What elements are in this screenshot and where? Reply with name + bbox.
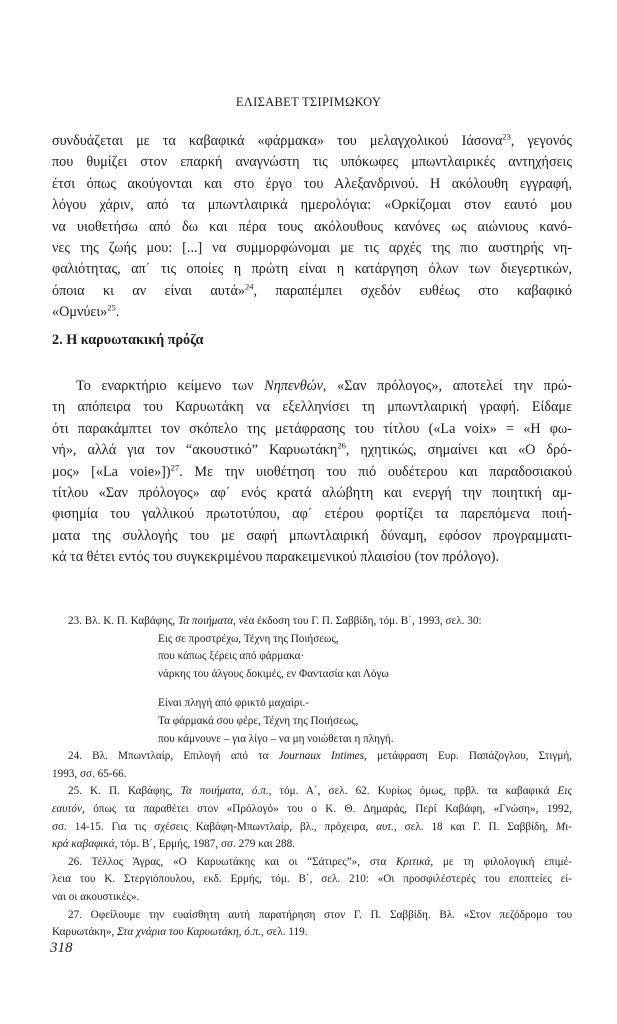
text-line: ματα της συλλογής του με σαφή μπωντλαιρική δύναμη, εφόσον προγραμματι- xyxy=(52,527,572,544)
footnotes xyxy=(52,613,572,942)
poem-line: Τα φάρμακά σου φέρε, Τέχνη της Ποιήσεως, xyxy=(158,714,359,727)
text-line: φαλιότητας, απ΄ τις οποίες η πρώτη είναι η κατάργηση όλων των διεγερτικών, xyxy=(52,261,572,278)
text-line: νες της ζωής μου: [...] να συμμορφώνομαι με τις αρχές της πιο αυστηρής νη- xyxy=(52,240,572,257)
footnote-26-cont: λεια του Κ. Στεργιόπουλου, εκδ. Ερμής, τόμ. Β΄, σελ. 210: «Οι προσφιλέστερές του εποπτείες εί- xyxy=(52,873,572,886)
running-head: ΕΛΙΣΑΒΕΤ ΤΣΙΡΙΜΩΚΟΥ xyxy=(235,95,382,109)
text-line: κά τα θέτει εντός του συγκεκριμένου παρακειμενικού πλαισίου (τον πρόλογο). xyxy=(52,549,500,566)
text-line: που θυμίζει στον επαρκή αναγνώστη τις υπόκωφες μπωντλαιρικές αντηχήσεις xyxy=(52,154,572,171)
footnote-26: 26. Τέλλος Άγρας, «Ο Καρυωτάκης και οι “Σάτιρες”», στα Κριτικά, με τη φιλολογική επιμέ- xyxy=(68,855,572,868)
text-line: έτσι όπως ακούγονται και στο έργο του Αλεξανδρινού. Η ακόλουθη εγγραφή, xyxy=(52,175,572,192)
footnote-23: 23. Βλ. Κ. Π. Καβάφης, Τα ποιήματα, νέα έκδοση του Γ. Π. Σαββίδη, τόμ. Β΄, 1993, σελ. 30: xyxy=(68,615,482,627)
poem-line: νάρκης του άλγους δοκιμές, εν Φαντασία και Λόγω xyxy=(158,667,389,680)
footnote-ref[interactable]: 25 xyxy=(107,302,116,313)
poem-line: Εις σε προστρέχω, Τέχνη της Ποιήσεως, xyxy=(158,632,339,645)
page-number: 318 xyxy=(50,940,73,956)
footnote-ref[interactable]: 27 xyxy=(170,461,180,472)
poem-line: που κάπως ξέρεις από φάρμακα· xyxy=(158,650,305,663)
text-line: φισημία του γαλλικού πρωτοτύπου, αφ΄ ετέρου φορτίζει τα παρεπόμενα ποιή- xyxy=(52,506,572,523)
footnote-25-cont: σσ. 14-15. Για τις σχέσεις Καβάφη-Μπωντλαίρ, βλ., πρόχειρα, αυτ., σελ. 18 και Γ. Π. Σαββίδη, Μι- xyxy=(52,820,572,833)
footnote-ref[interactable]: 24 xyxy=(245,281,254,292)
paragraph-1 xyxy=(52,131,572,324)
footnote-27-cont: Καρυωτάκη», Στα χνάρια του Καρυωτάκη, ό.π., σελ. 119. xyxy=(52,926,308,939)
text-line: μος» [«La voie»])$^{27}$. Με την υιοθέτηση του πιό ουδέτερου και παραδοσιακού xyxy=(52,461,572,480)
text-line: νή», αλλά για τον “ακουστικό” Καρυωτάκη$^{26}$, ηχητικώς, σημαίνει και «Ο δρό- xyxy=(52,440,572,459)
text-line: ότι παρακάμπτει τον σκόπελο της μετάφρασης του τίτλου («La voix» = «Η φω- xyxy=(52,420,572,437)
paragraph-2 xyxy=(52,376,572,569)
footnote-25: 25. Κ. Π. Καβάφης, Τα ποιήματα, ό.π., τόμ. Α΄, σελ. 62. Κυρίως όμως, πρβλ. τα καβαφικά Εις xyxy=(68,785,572,798)
footnote-26-cont: ναι οι ακουστικές». xyxy=(52,890,140,903)
poem-line: Είναι πληγή από φρικτό μαχαίρι.- xyxy=(158,697,310,710)
footnote-ref[interactable]: 23 xyxy=(502,131,511,142)
text-line: τη απόπειρα του Καρυωτάκη να εξελληνίσει τη μπωντλαιρική γραφή. Είδαμε xyxy=(52,399,572,416)
poem-line: που κάμνουνε – για λίγο – να μη νοιώθεται η πληγή. xyxy=(158,732,394,745)
text-line: τίτλου «Σαν πρόλογος» αφ΄ ενός κρατά αλώβητη και ενεργή την ποιητική αμ- xyxy=(52,485,572,502)
footnote-27: 27. Οφείλουμε την ευαίσθητη αυτή παρατήρηση στον Γ. Π. Σαββίδη. Βλ. «Στον πεζόδρομο του xyxy=(68,908,572,921)
text-line: να υιοθετήσω από δω και πέρα τους ακόλουθους κανόνες ως αιώνιους κανό- xyxy=(52,218,572,235)
footnote-24-cont: 1993, σσ. 65-66. xyxy=(52,767,127,780)
footnote-24: 24. Βλ. Μπωντλαίρ, Επιλογή από τα Journaux Intimes, μετάφραση Ευρ. Παπάζογλου, Στιγμή, xyxy=(68,750,572,763)
text-line: Το εναρκτήριο κείμενο των Νηπενθών, «Σαν πρόλογος», αποτελεί την πρώ- xyxy=(76,378,572,394)
text-line: συνδυάζεται με τα καβαφικά «φάρμακα» του μελαγχολικού Ιάσονα$^{23}$, γεγονός xyxy=(52,131,572,149)
footnote-25-cont: κρά καβαφικά, τόμ. Β΄, Ερμής, 1987, σσ. 279 και 288. xyxy=(52,838,295,851)
text-line: «Ομνύει»$^{25}$. xyxy=(52,302,120,321)
text-line: όποια κι αν είναι αυτά»$^{24}$, παραπέμπει σχεδόν ευθέως στο καβαφικό xyxy=(52,281,572,299)
text-line: λόγου χάριν, από τα μπωντλαιρικά ημερολόγια: «Ορκίζομαι στον εαυτό μου xyxy=(52,197,572,214)
section-heading: 2. Η καρυωτακική πρόζα xyxy=(52,332,204,348)
footnote-25-cont: εαυτόν, όπως τα παραθέτει στον «Πρόλογό» του ο Κ. Θ. Δημαράς, Περί Καβάφη, «Γνώση», 1992, xyxy=(52,802,572,815)
footnote-ref[interactable]: 26 xyxy=(337,440,346,451)
